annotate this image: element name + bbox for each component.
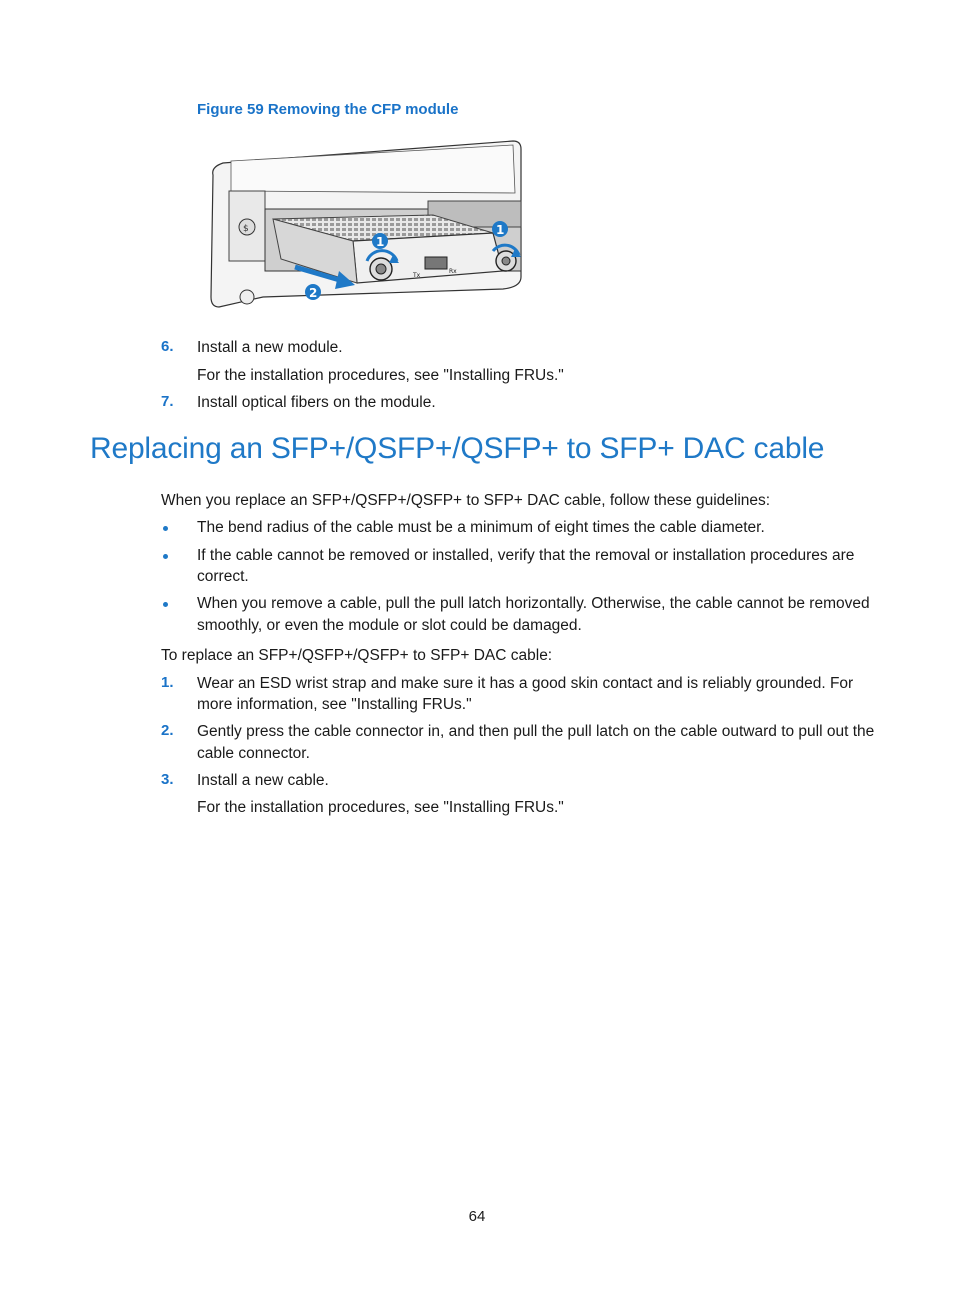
bullet-3-line2: smoothly, or even the module or slot could be damaged. [197,617,582,634]
step-2-number: 2. [161,722,174,739]
steps-intro: To replace an SFP+/QSFP+/QSFP+ to SFP+ DAC cable: [161,647,553,664]
step-6-text: Install a new module. [197,339,343,356]
tx-label: Tx [413,272,421,279]
callout-1-left: 1 [376,235,385,249]
step-2-line1: Gently press the cable connector in, and then pull the pull latch on the cable outward to pull out the [197,723,875,740]
bullet-1-text: The bend radius of the cable must be a minimum of eight times the cable diameter. [197,519,765,536]
bullet-dot [163,526,168,531]
figure-caption: Figure 59 Removing the CFP module [197,101,459,118]
bullet-3-line1: When you remove a cable, pull the pull latch horizontally. Otherwise, the cable cannot be removed [197,595,870,612]
bullet-2-line1: If the cable cannot be removed or installed, verify that the removal or installation procedures are [197,547,855,564]
step-3-subtext: For the installation procedures, see "Installing FRUs." [197,799,564,816]
step-6-number: 6. [161,338,174,355]
step-7-text: Install optical fibers on the module. [197,394,436,411]
cfp-removal-figure [203,137,523,309]
bullet-2-line2: correct. [197,568,249,585]
step-6-subtext: For the installation procedures, see "Installing FRUs." [197,367,564,384]
step-1-line2: more information, see "Installing FRUs." [197,696,472,713]
section-title: Replacing an SFP+/QSFP+/QSFP+ to SFP+ DAC cable [90,432,825,465]
callout-2: 2 [309,286,318,300]
rx-label: Rx [449,268,457,275]
callout-1-right: 1 [496,223,505,237]
section-intro: When you replace an SFP+/QSFP+/QSFP+ to SFP+ DAC cable, follow these guidelines: [161,492,771,509]
step-3-number: 3. [161,771,174,788]
step-7-number: 7. [161,393,174,410]
step-2-line2: cable connector. [197,745,310,762]
step-1-number: 1. [161,674,174,691]
step-1-line1: Wear an ESD wrist strap and make sure it has a good skin contact and is reliably grounded. For [197,675,854,692]
step-3-text: Install a new cable. [197,772,329,789]
bullet-dot [163,554,168,559]
bullet-dot [163,602,168,607]
page-number: 64 [468,1208,486,1225]
svg-text:$: $ [243,224,249,234]
